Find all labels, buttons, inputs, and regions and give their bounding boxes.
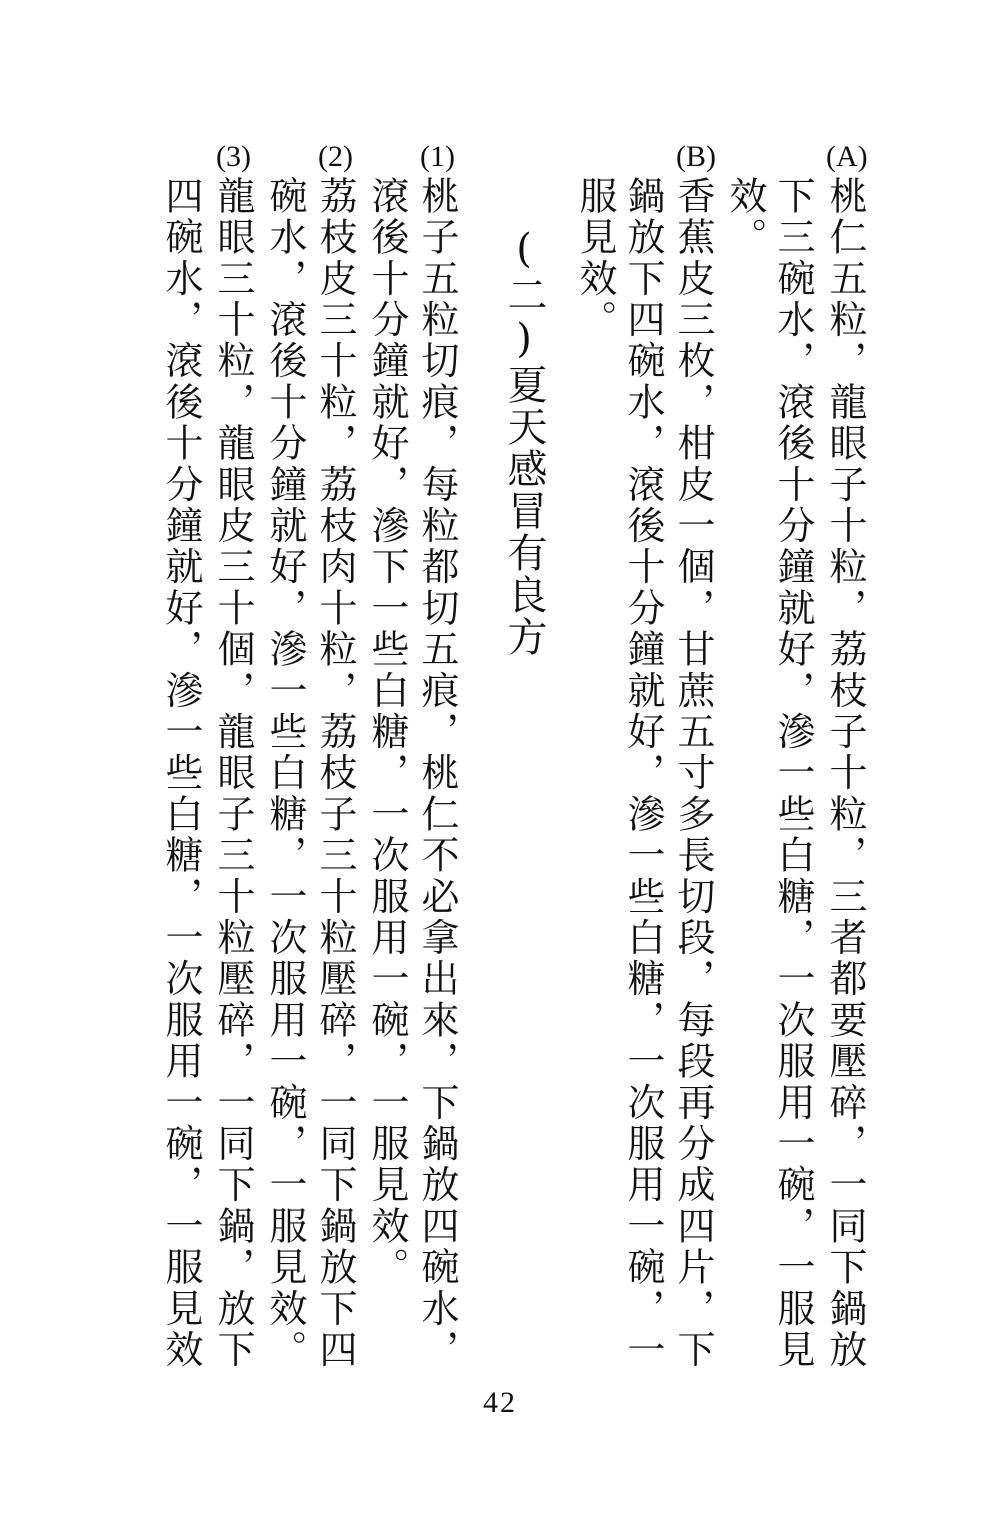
subsection-2-column-2: 碗水，滾後十分鐘就好，滲一些白糖，一次服用一碗，一服見效。 [263,176,307,1371]
section-b-column-2: 鍋放下四碗水，滾後十分鐘就好，滲一些白糖，一次服用一碗，一 [621,176,665,1371]
section-heading: (二)夏天感冒有良方 [501,226,547,658]
subsection-2-marker: (2) [318,140,353,173]
subsection-1-column-1: 桃子五粒切痕，每粒都切五痕，桃仁不必拿出來，下鍋放四碗水， [415,176,459,1371]
subsection-1-marker: (1) [420,140,455,173]
subsection-3-marker: (3) [216,140,251,173]
section-b-marker: (B) [676,140,716,173]
subsection-1-column-2: 滾後十分鐘就好，滲下一些白糖，一次服用一碗，一服見效。 [365,176,409,1289]
page-number: 42 [483,1386,517,1419]
subsection-3-column-1: 龍眼三十粒，龍眼皮三十個，龍眼子三十粒壓碎，一同下鍋，放下 [211,176,255,1371]
section-a-column-1: 桃仁五粒，龍眼子十粒，荔枝子十粒，三者都要壓碎，一同下鍋放 [823,176,867,1371]
section-a-column-3: 效。 [723,176,767,259]
section-a-marker: (A) [826,140,868,173]
section-a-column-2: 下三碗水，滾後十分鐘就好，滲一些白糖，一次服用一碗，一服見 [771,176,815,1371]
section-b-column-3: 服見效。 [573,176,617,341]
section-b-column-1: 香蕉皮三枚，柑皮一個，甘蔗五寸多長切段，每段再分成四片，下 [671,176,715,1371]
subsection-2-column-1: 荔枝皮三十粒，荔枝肉十粒，荔枝子三十粒壓碎，一同下鍋放下四 [313,176,357,1371]
subsection-3-column-2: 四碗水，滾後十分鐘就好，滲一些白糖，一次服用一碗，一服見效 [159,176,203,1371]
